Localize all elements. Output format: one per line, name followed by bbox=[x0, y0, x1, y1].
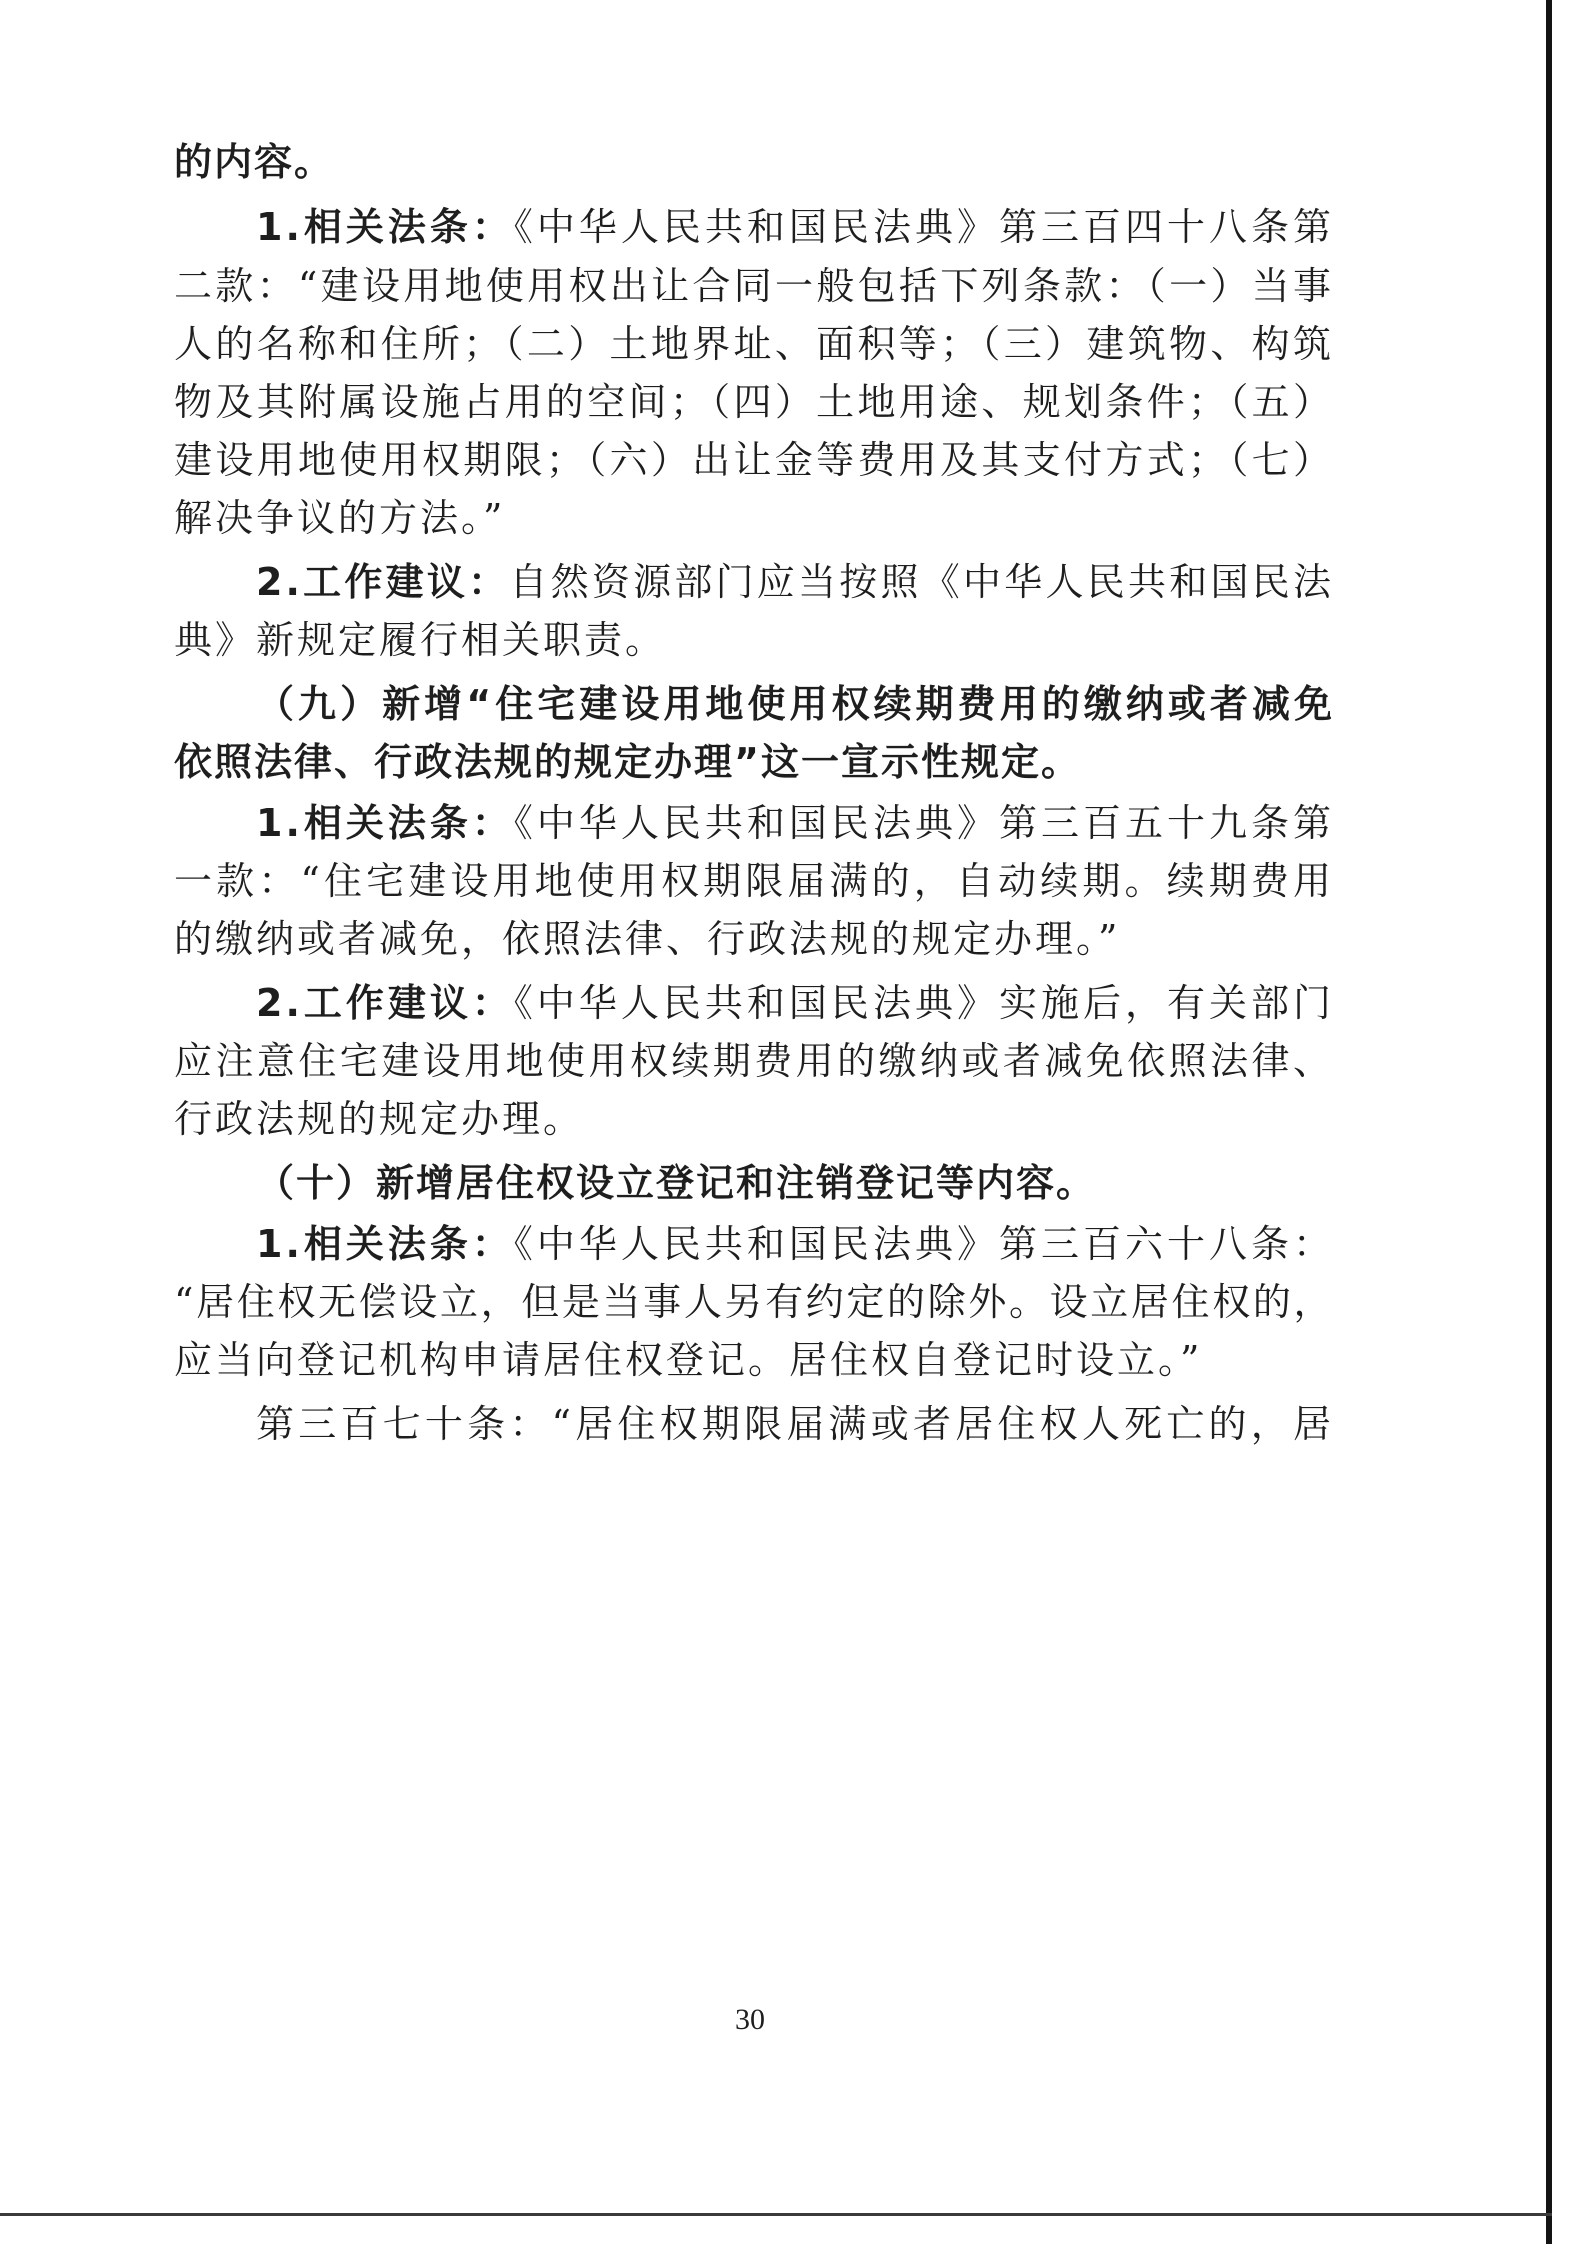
line-text: 解决争议的方法。” bbox=[174, 496, 506, 540]
body-line bbox=[174, 738, 1334, 786]
item-text: 《中华人民共和国民法典》第三百五十九条第 bbox=[513, 801, 1334, 845]
section-heading: （十）新增居住权设立登记和注销登记等内容。 bbox=[256, 1161, 1097, 1205]
line-text: 物及其附属设施占用的空间；（四）土地用途、规划条件；（五） bbox=[174, 380, 1334, 424]
section-heading: （九）新增“住宅建设用地使用权续期费用的缴纳或者减免 bbox=[256, 682, 1334, 726]
body-line bbox=[174, 320, 1334, 368]
body-line bbox=[174, 857, 1334, 905]
body-line bbox=[174, 138, 1334, 186]
body-line bbox=[256, 558, 1334, 606]
body-line bbox=[256, 1220, 1334, 1268]
line-text: 行政法规的规定办理。 bbox=[174, 1097, 585, 1141]
body-line bbox=[256, 799, 1334, 847]
item-label: 1.相关法条： bbox=[256, 205, 514, 249]
heading-continuation: 的内容。 bbox=[174, 140, 335, 184]
line-text: 典》新规定履行相关职责。 bbox=[174, 618, 667, 662]
item-label: 1.相关法条： bbox=[256, 1222, 514, 1266]
line-text: 应注意住宅建设用地使用权续期费用的缴纳或者减免依照法律、 bbox=[174, 1039, 1334, 1083]
body-line bbox=[174, 1095, 1334, 1143]
item-text: 自然资源部门应当按照《中华人民共和国民法 bbox=[509, 560, 1334, 604]
line-text: 建设用地使用权期限；（六）出让金等费用及其支付方式；（七） bbox=[174, 438, 1334, 482]
item-text: 《中华人民共和国民法典》实施后，有关部门 bbox=[513, 981, 1334, 1025]
line-text: 一款：“住宅建设用地使用权期限届满的，自动续期。续期费用 bbox=[174, 859, 1334, 903]
line-text: 第三百七十条：“居住权期限届满或者居住权人死亡的，居 bbox=[256, 1402, 1334, 1446]
item-label: 2.工作建议： bbox=[256, 560, 510, 604]
body-line bbox=[174, 494, 1334, 542]
scan-edge-bottom bbox=[0, 2213, 1552, 2216]
body-line bbox=[256, 203, 1334, 251]
body-line bbox=[256, 1400, 1334, 1448]
body-line bbox=[256, 979, 1334, 1027]
item-label: 1.相关法条： bbox=[256, 801, 514, 845]
body-line bbox=[174, 915, 1334, 963]
section-heading: 依照法律、行政法规的规定办理”这一宣示性规定。 bbox=[174, 740, 1081, 784]
body-line bbox=[174, 262, 1334, 310]
body-line bbox=[174, 616, 1334, 664]
item-text: 《中华人民共和国民法典》第三百四十八条第 bbox=[513, 205, 1334, 249]
body-line bbox=[174, 436, 1334, 484]
body-line bbox=[174, 1278, 1334, 1326]
item-label: 2.工作建议： bbox=[256, 981, 514, 1025]
line-text: 应当向登记机构申请居住权登记。居住权自登记时设立。” bbox=[174, 1338, 1203, 1382]
body-line bbox=[256, 680, 1334, 728]
scan-edge-right bbox=[1546, 0, 1552, 2244]
line-text: 的缴纳或者减免，依照法律、行政法规的规定办理。” bbox=[174, 917, 1121, 961]
body-line bbox=[174, 1336, 1334, 1384]
body-line bbox=[256, 1159, 1334, 1207]
item-text: 《中华人民共和国民法典》第三百六十八条： bbox=[513, 1222, 1334, 1266]
page-number: 30 bbox=[735, 2003, 765, 2036]
line-text: 人的名称和住所；（二）土地界址、面积等；（三）建筑物、构筑 bbox=[174, 322, 1334, 366]
line-text: 二款：“建设用地使用权出让合同一般包括下列条款：（一）当事 bbox=[174, 264, 1334, 308]
body-line bbox=[174, 1037, 1334, 1085]
body-line bbox=[174, 378, 1334, 426]
line-text: “居住权无偿设立，但是当事人另有约定的除外。设立居住权的， bbox=[174, 1280, 1334, 1324]
